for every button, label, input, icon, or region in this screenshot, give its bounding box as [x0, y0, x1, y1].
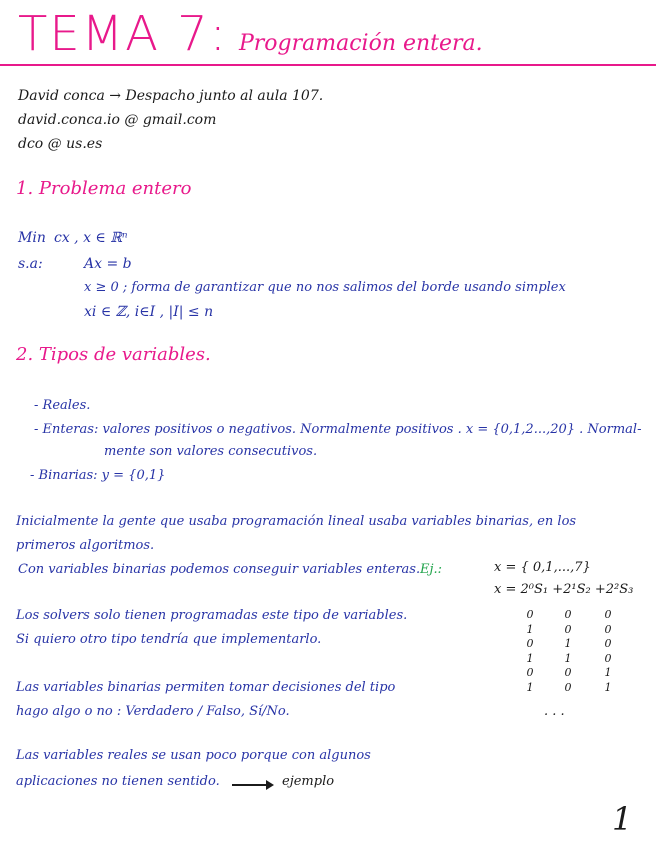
note-3b: Si quiero otro tipo tendría que implementarlo. [16, 632, 322, 647]
page-title [18, 6, 483, 62]
constraint-1: Ax = b [84, 256, 132, 272]
example-x-set: x = { 0,1,...,7} [494, 560, 591, 575]
section-2-heading: 2. Tipos de variables. [16, 344, 211, 365]
min-label: Min [18, 230, 46, 246]
bit-cell: 0 [604, 651, 612, 665]
min-expression: cx , x ∈ ℝⁿ [54, 230, 128, 246]
note-3a: Los solvers solo tienen programadas este tipo de variables. [16, 608, 408, 623]
example-x-sum: x = 2⁰S₁ +2¹S₂ +2²S₃ [494, 582, 634, 597]
binary-column-3 [598, 608, 618, 696]
bit-cell: 1 [604, 666, 612, 680]
constraint-2: x ≥ 0 ; forma de garantizar que no nos salimos del borde usando simplex [84, 280, 566, 295]
bit-cell: 0 [526, 608, 534, 621]
note-1a: Inicialmente la gente que usaba programación lineal usaba variables binarias, en los [16, 514, 577, 529]
note-1b: primeros algoritmos. [16, 538, 155, 553]
bit-cell: 0 [604, 608, 612, 621]
bit-cell: 1 [526, 680, 534, 694]
bit-cell: 0 [526, 637, 534, 651]
example-label: Ej.: [420, 562, 443, 577]
contact-line-2: david.conca.io @ gmail.com [18, 112, 217, 128]
binary-column-2 [558, 608, 578, 696]
title-main: TEMA 7: [18, 6, 228, 62]
contact-line-1: David conca → Despacho junto al aula 107. [18, 88, 324, 104]
bit-cell: 0 [564, 622, 572, 636]
bit-cell: 0 [564, 608, 572, 621]
bit-cell: 0 [564, 680, 572, 694]
note-2: Con variables binarias podemos conseguir variables enteras. [18, 562, 421, 577]
bit-cell: 1 [526, 622, 534, 636]
subject-to-label: s.a: [18, 256, 43, 272]
type-reales: - Reales. [34, 398, 91, 413]
title-underline [0, 64, 656, 66]
bit-cell: 0 [526, 666, 534, 680]
bit-cell: 0 [604, 622, 612, 636]
type-enteras: - Enteras: valores positivos o negativos. Normalmente positivos . x = {0,1,2...,20} . Normal- [34, 422, 642, 437]
type-binarias: - Binarias: y = {0,1} [30, 468, 166, 483]
bit-cell: 0 [564, 666, 572, 680]
contact-line-3: dco @ us.es [18, 136, 103, 152]
bit-cell: 0 [604, 637, 612, 651]
bit-cell: 1 [526, 651, 534, 665]
example-reference: ejemplo [282, 774, 335, 789]
page-number: 1 [612, 800, 633, 838]
type-enteras-cont: mente son valores consecutivos. [104, 444, 318, 459]
note-4b: hago algo o no : Verdadero / Falso, Sí/No. [16, 704, 290, 719]
bit-cell: 1 [564, 637, 572, 651]
note-5b: aplicaciones no tienen sentido. [16, 774, 220, 789]
note-5a: Las variables reales se usan poco porque con algunos [16, 748, 371, 763]
section-1-heading: 1. Problema entero [16, 178, 192, 199]
ellipsis: . . . [544, 704, 565, 719]
title-sub: Programación entera. [238, 31, 483, 56]
bit-cell: 1 [604, 680, 612, 694]
arrow-icon [232, 784, 272, 786]
constraint-3: xi ∈ ℤ, i∈I , |I| ≤ n [84, 304, 214, 320]
note-4a: Las variables binarias permiten tomar decisiones del tipo [16, 680, 396, 695]
binary-column-1 [520, 608, 540, 696]
bit-cell: 1 [564, 651, 572, 665]
